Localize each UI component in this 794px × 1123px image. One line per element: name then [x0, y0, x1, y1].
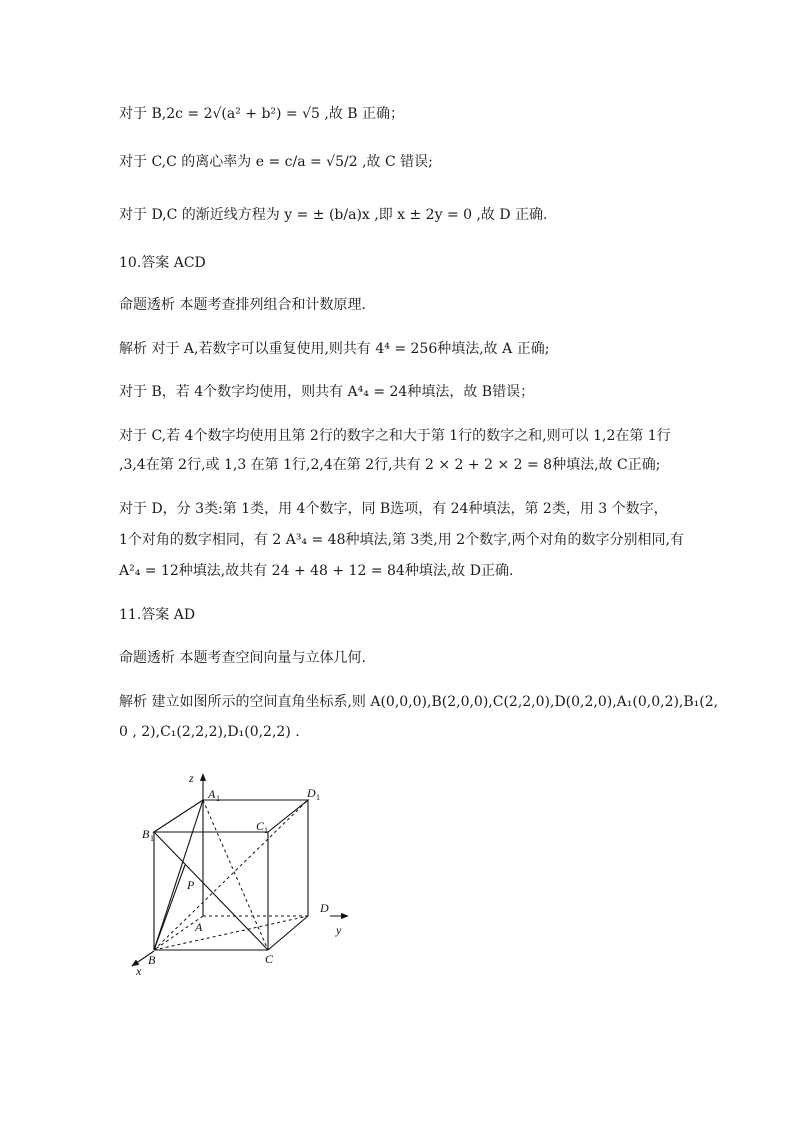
- text-line-1: 对于 B,2c = 2√(a² + b²) = √5 ,故 B 正确；: [119, 106, 405, 122]
- label-x: x: [136, 964, 142, 978]
- text-line-11: 1个对角的数字相同，有 2 A³₄ = 48种填法,第 3类,用 2个数字,两个对角的数字分别相同,有: [119, 532, 685, 548]
- text-line-9: ,3,4在第 2行,或 1,3 在第 1行,2,4在第 2行,共有 2 × 2 + 2 × 2 = 8种填法,故 C正确;: [119, 457, 661, 473]
- label-d: D: [320, 901, 329, 915]
- text-line-6: 解析 对于 A,若数字可以重复使用,则共有 4⁴ = 256种填法,故 A 正确;: [119, 341, 550, 357]
- hidden-diag-b-d: [154, 916, 308, 950]
- label-d1-sub: 1: [316, 793, 320, 802]
- label-p: P: [187, 878, 195, 892]
- label-c1-sub: 1: [264, 826, 268, 835]
- text-line-3: 对于 D,C 的渐近线方程为 y = ± (b/a)x ,即 x ± 2y = 0 ,故 D 正确.: [119, 207, 548, 223]
- text-line-14: 命题透析 本题考查空间向量与立体几何.: [119, 650, 366, 666]
- label-d1: D: [307, 786, 316, 800]
- text-line-12: A²₄ = 12种填法,故共有 24 + 48 + 12 = 84种填法,故 D正确.: [119, 563, 514, 579]
- label-y: y: [336, 923, 342, 937]
- hidden-diag-b-d1: [154, 800, 308, 950]
- label-z: z: [189, 771, 194, 785]
- label-a1: A: [208, 787, 216, 801]
- answer-10-heading: 10.答案 ACD: [119, 255, 206, 271]
- label-c1: C: [256, 819, 265, 833]
- text-line-8: 对于 C,若 4个数字均使用且第 2行的数字之和大于第 1行的数字之和,则可以 1,2在第 1行: [119, 428, 671, 444]
- line-b-p: [154, 865, 185, 950]
- text-line-7: 对于 B，若 4个数字均使用，则共有 A⁴₄ = 24种填法，故 B错误；: [119, 384, 535, 400]
- text-line-10: 对于 D，分 3类:第 1类，用 4个数字，同 B选项，有 24种填法，第 2类，用 3 个数字，: [119, 501, 668, 517]
- edge-c-d: [268, 916, 308, 950]
- text-line-2: 对于 C,C 的离心率为 e = c/a = √5/2 ,故 C 错误;: [119, 154, 433, 170]
- label-b1-sub: 1: [150, 834, 154, 843]
- label-b1: B: [142, 827, 150, 841]
- label-a: A: [195, 920, 203, 934]
- top-face: [154, 800, 308, 832]
- text-line-15: 解析 建立如图所示的空间直角坐标系,则 A(0,0,0),B(2,0,0),C(2,2,0),D(0,2,0),A₁(0,0,2),B₁(2,: [119, 694, 719, 710]
- cube-figure: [118, 768, 358, 980]
- text-line-16: 0 , 2),C₁(2,2,2),D₁(0,2,2) .: [119, 724, 300, 740]
- diag-b1-c: [154, 832, 268, 950]
- text-line-5: 命题透析 本题考查排列组合和计数原理.: [119, 297, 366, 313]
- label-b: B: [148, 953, 156, 967]
- answer-11-heading: 11.答案 AD: [119, 607, 196, 623]
- label-c: C: [265, 952, 274, 966]
- label-a1-sub: 1: [216, 794, 220, 803]
